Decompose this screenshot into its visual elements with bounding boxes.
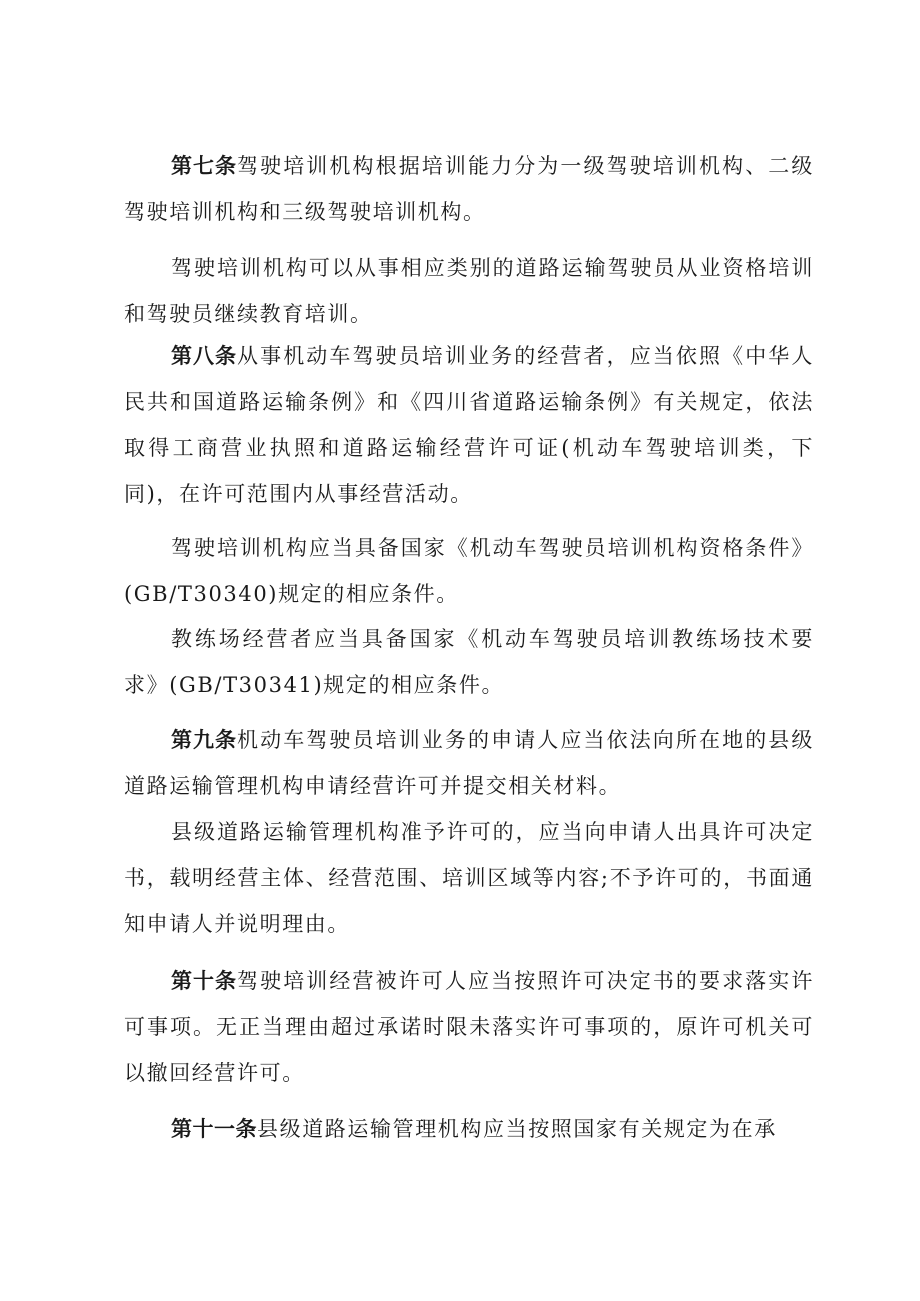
paragraph-text: 驾驶培训机构可以从事相应类别的道路运输驾驶员从业资格培训和驾驶员继续教育培训。 xyxy=(124,256,814,326)
paragraph xyxy=(124,809,814,947)
article-heading: 第十一条 xyxy=(171,1117,257,1141)
article-heading: 第七条 xyxy=(171,154,237,178)
paragraph xyxy=(124,525,814,617)
article-heading: 第九条 xyxy=(171,728,237,752)
paragraph xyxy=(124,616,814,708)
paragraph-text: 驾驶培训机构根据培训能力分为一级驾驶培训机构、二级驾驶培训机构和三级驾驶培训机构。 xyxy=(124,154,814,224)
paragraph-article-11 xyxy=(124,1106,814,1152)
article-heading: 第十条 xyxy=(171,969,237,993)
paragraph-text: 从事机动车驾驶员培训业务的经营者，应当依照《中华人民共和国道路运输条例》和《四川省道路运输条例》有关规定，依法取得工商营业执照和道路运输经营许可证(机动车驾驶培训类，下同)，在许可范围内从事经营活动。 xyxy=(124,344,814,506)
paragraph xyxy=(124,245,814,337)
paragraph-text: 机动车驾驶员培训业务的申请人应当依法向所在地的县级道路运输管理机构申请经营许可并提交相关材料。 xyxy=(124,728,814,798)
paragraph-text: 教练场经营者应当具备国家《机动车驾驶员培训教练场技术要求》(GB/T30341)规定的相应条件。 xyxy=(124,627,814,697)
paragraph-article-8 xyxy=(124,333,814,517)
paragraph-article-7 xyxy=(124,143,814,235)
paragraph-article-9 xyxy=(124,717,814,809)
paragraph-article-10 xyxy=(124,958,814,1096)
paragraph-text: 县级道路运输管理机构准予许可的，应当向申请人出具许可决定书，载明经营主体、经营范围、培训区域等内容;不予许可的，书面通知申请人并说明理由。 xyxy=(124,820,814,936)
paragraph-text: 驾驶培训经营被许可人应当按照许可决定书的要求落实许可事项。无正当理由超过承诺时限未落实许可事项的，原许可机关可以撤回经营许可。 xyxy=(124,969,814,1085)
paragraph-text: 驾驶培训机构应当具备国家《机动车驾驶员培训机构资格条件》(GB/T30340)规定的相应条件。 xyxy=(124,536,814,606)
article-heading: 第八条 xyxy=(171,344,237,368)
paragraph-text: 县级道路运输管理机构应当按照国家有关规定为在承 xyxy=(257,1117,777,1141)
